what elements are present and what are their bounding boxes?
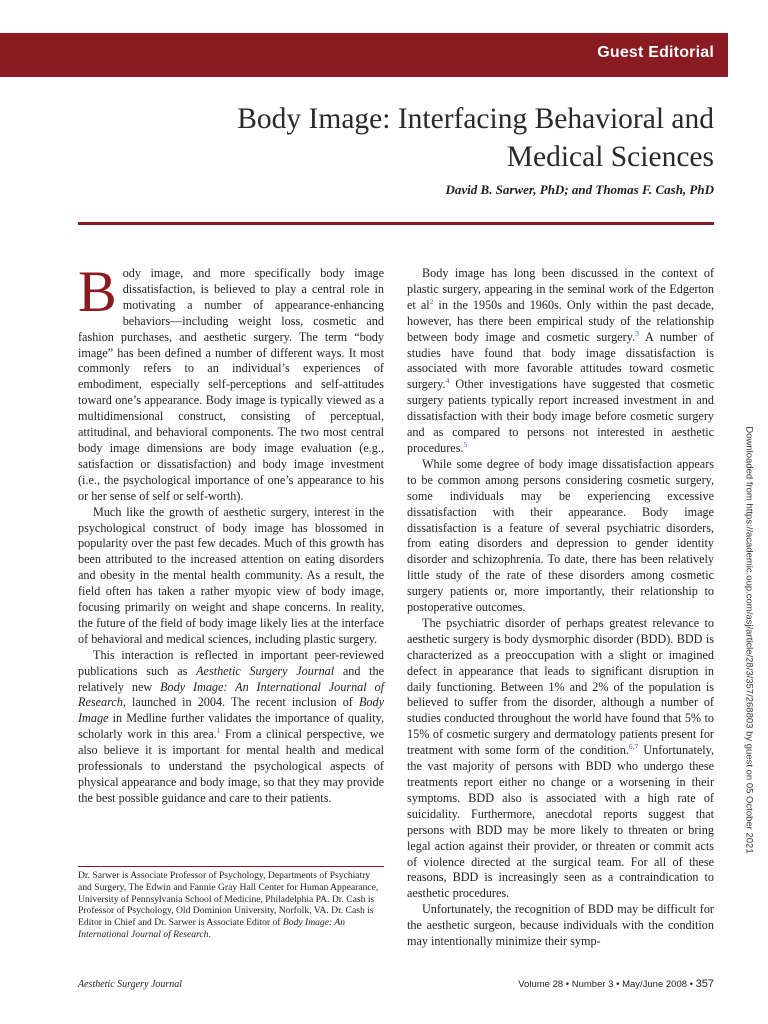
paragraph <box>407 266 714 457</box>
text-run: This interaction is reflected in important peer-reviewed publications such as <box>78 647 384 678</box>
text-run: in the 1950s and 1960s. Only within the past decade, however, has there been empirical study of the relationship between body image and cosmetic surgery. <box>407 297 714 344</box>
text-run: From a clinical perspective, we also believe it is important for mental health and medical professionals to understand the psychological aspects of physical appearance and body image, so that they may provide the best possible guidance and care to their patients. <box>78 727 385 805</box>
reference-link[interactable]: 1 <box>216 726 221 736</box>
right-column <box>407 266 714 950</box>
paragraph: Much like the growth of aesthetic surgery, interest in the psychological construct of body image has blossomed in popularity over the past few decades. Much of this growth has been attributed to the increased attention on eating disorders and obesity in the mental health community. As a result, the field often has taken a rather myopic view of body image, focusing primarily on weight and shape concerns. In reality, the future of the field of body image likely lies at the interface of behavioral and medical sciences, including plastic surgery. <box>78 504 384 646</box>
footnote-end: . <box>208 928 211 940</box>
page-number: 357 <box>695 978 714 990</box>
download-notice: Downloaded from https://academic.oup.com/asj/article/28/3/357/268803 by guest on 05 October 2021 <box>743 426 755 854</box>
reference-link[interactable]: 4 <box>445 376 450 386</box>
text-run: in Medline further validates the importance of quality, scholarly work in this area. <box>78 711 384 742</box>
text-run: Unfortunately, the vast majority of persons with BDD who undergo these treatments report either no change or a worsening in their symptoms. BDD also is associated with a high rate of suicidality. Furthermore, anecdotal reports suggest that persons with BDD may be more likely to threaten or bring legal action against their provider, or threaten or commit acts of violence directed at the surgical team. For all of these reasons, BDD is increasingly seen as a contraindication to aesthetic procedures. <box>407 743 714 901</box>
text-run: , launched in 2004. The recent inclusion of <box>122 695 359 710</box>
text-run: Other investigations have suggested that cosmetic surgery patients typically report increased investment in and dissatisfaction with their body image before cosmetic surgery and as compared to persons not interested in aesthetic procedures. <box>407 377 714 455</box>
title-line-1: Body Image: Interfacing Behavioral and <box>237 103 714 135</box>
reference-link[interactable]: 6,7 <box>628 742 639 752</box>
paragraph: Unfortunately, the recognition of BDD may be difficult for the aesthetic surgeon, because individuals with the condition may intentionally minimize their symp- <box>407 902 714 949</box>
section-label: Guest Editorial <box>597 44 714 61</box>
paragraph <box>407 616 714 902</box>
journal-name: Body Image <box>78 695 384 726</box>
text-run: Body image has long been discussed in the context of plastic surgery, appearing in the seminal work of the Edgerton et al <box>407 266 714 312</box>
journal-name: Body Image: An International Journal of Research <box>78 917 346 940</box>
section-banner <box>0 33 728 77</box>
footnote-text: Dr. Sarwer is Associate Professor of Psychology, Departments of Psychiatry and Surgery, The Edwin and Fannie Gray Hall Center for Human Appearance, University of Pennsylvania School of Medicine, Philadelphia PA. Dr. Cash is Professor of Psychology, Old Dominion University, Norfolk, VA. Dr. Cash is Editor in Chief and Dr. Sarwer is Associate Editor of <box>78 870 379 929</box>
footer-issue <box>518 978 714 990</box>
issue-info: Volume 28 • Number 3 • May/June 2008 • <box>518 979 693 990</box>
reference-link[interactable]: 2 <box>429 296 434 306</box>
drop-cap: B <box>78 259 117 324</box>
reference-link[interactable]: 3 <box>635 328 639 338</box>
author-footnote <box>78 870 384 941</box>
paragraph-text: ody image, and more specifically body image dissatisfaction, is believed to play a central role in motivating a number of appearance-enhancing behaviors—including weight loss, cosmetic and fashion purchases, and aesthetic surgery. The term “body image” has been defined a number of different ways. It most commonly refers to an individual’s experiences of embodiment, especially self-perceptions and self-attitudes toward one’s appearance. Body image is typically viewed as a multidimensional construct, consisting of perceptual, attitudinal, and behavioral components. The two most central body image dimensions are body image evaluation (e.g., satisfaction or dissatisfaction) and body image investment (i.e., the psychological importance of one’s appearance to his or her sense of self or self-worth). <box>78 266 384 503</box>
paragraph <box>78 259 384 505</box>
title-line-2: Medical Sciences <box>506 141 714 173</box>
left-column <box>78 259 385 807</box>
journal-name: Body Image: An International Journal of Research <box>78 679 384 710</box>
journal-name: Aesthetic Surgery Journal <box>196 663 335 678</box>
footnote-rule <box>78 866 384 867</box>
paragraph <box>78 648 384 807</box>
reference-link[interactable]: 5 <box>463 439 468 449</box>
text-run: A number of studies have found that body image dissatisfaction is associated with more favorable attitudes toward cosmetic surgery. <box>407 329 714 392</box>
footer-journal: Aesthetic Surgery Journal <box>78 979 183 990</box>
article-title <box>114 100 714 176</box>
header-rule <box>78 222 714 225</box>
paragraph: While some degree of body image dissatisfaction appears to be common among persons considering cosmetic surgery, some individuals may be experiencing excessive dissatisfaction with their appearance. Body image dissatisfaction is a feature of several psychiatric disorders, from eating disorders and depression to gender identity disorder and schizophrenia. To date, there has been relatively little study of the rate of these disorders among cosmetic surgery patients or, more importantly, their relationship to postoperative outcomes. <box>407 456 714 615</box>
text-run: and the relatively new <box>78 663 384 694</box>
article-authors: David B. Sarwer, PhD; and Thomas F. Cash, PhD <box>445 182 714 197</box>
text-run: The psychiatric disorder of perhaps greatest relevance to aesthetic surgery is body dysmorphic disorder (BDD). BDD is characterized as a preoccupation with a slight or imagined defect in appearance that leads to significant disruption in daily functioning. Between 1% and 2% of the population is believed to suffer from the disorder, although a number of studies conducted throughout the world have found that 5% to 15% of cosmetic surgery and dermatology patients present for treatment with some form of the condition. <box>407 615 714 758</box>
